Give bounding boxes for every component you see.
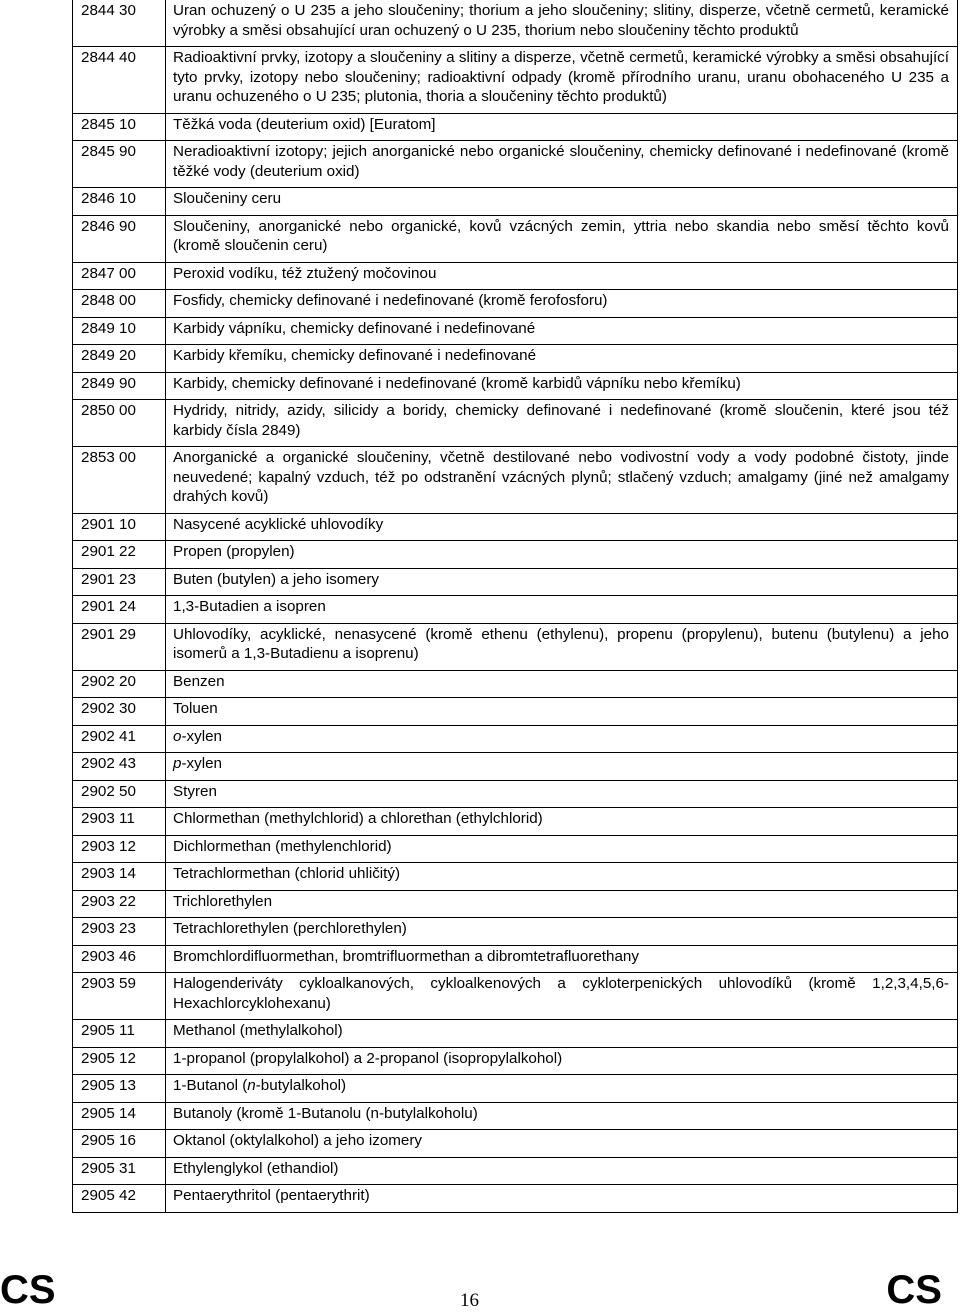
table-row xyxy=(73,835,958,863)
description-cell: Uran ochuzený o U 235 a jeho sloučeniny; thorium a jeho sloučeniny; slitiny, disperze, včetně cermetů, keramické výrobky a směsi obsahující uran ochuzený o U 235, thorium nebo sloučeniny těchto produktů xyxy=(166,0,958,47)
code-cell: 2903 22 xyxy=(73,890,166,918)
table-row xyxy=(73,596,958,624)
table-row xyxy=(73,290,958,318)
table-row xyxy=(73,113,958,141)
description-cell: Tetrachlormethan (chlorid uhličitý) xyxy=(166,863,958,891)
code-cell: 2844 30 xyxy=(73,0,166,47)
footer-language-mark-right: CS xyxy=(886,1268,942,1312)
description-cell: Halogenderiváty cykloalkanových, cykloalkenových a cykloterpenických uhlovodíků (kromě 1,2,3,4,5,6-Hexachlorcyklohexanu) xyxy=(166,973,958,1020)
code-cell: 2845 90 xyxy=(73,141,166,188)
description-cell: Styren xyxy=(166,780,958,808)
description-italic: n xyxy=(247,1077,256,1094)
table-row xyxy=(73,0,958,47)
code-cell: 2849 20 xyxy=(73,345,166,373)
code-cell: 2844 40 xyxy=(73,47,166,114)
description-cell xyxy=(166,725,958,753)
code-cell: 2903 14 xyxy=(73,863,166,891)
description-cell: Toluen xyxy=(166,698,958,726)
description-suffix: -xylen xyxy=(181,727,222,745)
description-cell: Benzen xyxy=(166,670,958,698)
table-row xyxy=(73,372,958,400)
description-cell: Tetrachlorethylen (perchlorethylen) xyxy=(166,918,958,946)
table-row xyxy=(73,670,958,698)
table-row xyxy=(73,623,958,670)
table-row xyxy=(73,141,958,188)
code-cell: 2905 14 xyxy=(73,1102,166,1130)
description-cell: Bromchlordifluormethan, bromtrifluormethan a dibromtetrafluorethany xyxy=(166,945,958,973)
code-cell: 2902 50 xyxy=(73,780,166,808)
description-cell: Karbidy, chemicky definované i nedefinované (kromě karbidů vápníku nebo křemíku) xyxy=(166,372,958,400)
description-cell: Oktanol (oktylalkohol) a jeho izomery xyxy=(166,1130,958,1158)
code-cell: 2905 13 xyxy=(73,1075,166,1103)
code-cell: 2901 24 xyxy=(73,596,166,624)
code-cell: 2905 31 xyxy=(73,1157,166,1185)
description-cell: Anorganické a organické sloučeniny, včetně destilované nebo vodivostní vody a vody podobné čistoty, jinde neuvedené; kapalný vzduch, též po odstranění vzácných plynů; stlačený vzduch; amalgamy (jiné než amalgamy drahých kovů) xyxy=(166,447,958,514)
table-row xyxy=(73,345,958,373)
code-cell: 2901 29 xyxy=(73,623,166,670)
table-row xyxy=(73,400,958,447)
code-cell: 2902 41 xyxy=(73,725,166,753)
code-cell: 2901 23 xyxy=(73,568,166,596)
description-suffix: -xylen xyxy=(181,755,222,772)
table-row xyxy=(73,262,958,290)
table-row xyxy=(73,698,958,726)
table-row xyxy=(73,1075,958,1103)
description-cell: Nasycené acyklické uhlovodíky xyxy=(166,513,958,541)
table-row xyxy=(73,1020,958,1048)
table-body xyxy=(73,0,958,1212)
description-cell: Uhlovodíky, acyklické, nenasycené (kromě ethenu (ethylenu), propenu (propylenu), butenu (butylenu) a jeho isomerů a 1,3-Butadienu a isoprenu) xyxy=(166,623,958,670)
code-cell: 2902 30 xyxy=(73,698,166,726)
table-row xyxy=(73,973,958,1020)
code-cell: 2902 43 xyxy=(73,753,166,781)
code-cell: 2903 11 xyxy=(73,808,166,836)
description-italic-prefix: o xyxy=(173,727,182,745)
table-row xyxy=(73,447,958,514)
description-cell: Těžká voda (deuterium oxid) [Euratom] xyxy=(166,113,958,141)
code-cell: 2905 11 xyxy=(73,1020,166,1048)
description-cell: Sloučeniny, anorganické nebo organické, kovů vzácných zemin, yttria nebo skandia nebo směsí těchto kovů (kromě sloučenin ceru) xyxy=(166,215,958,262)
code-cell: 2901 22 xyxy=(73,541,166,569)
table-row xyxy=(73,1185,958,1213)
table-row xyxy=(73,725,958,753)
table-row xyxy=(73,808,958,836)
table-row xyxy=(73,1102,958,1130)
description-cell xyxy=(166,1075,958,1103)
page-number: 16 xyxy=(460,1290,479,1311)
description-cell: Methanol (methylalkohol) xyxy=(166,1020,958,1048)
table-row xyxy=(73,1130,958,1158)
code-cell: 2846 90 xyxy=(73,215,166,262)
table-row xyxy=(73,780,958,808)
code-cell: 2849 10 xyxy=(73,317,166,345)
code-cell: 2846 10 xyxy=(73,188,166,216)
description-cell: Dichlormethan (methylenchlorid) xyxy=(166,835,958,863)
description-cell: Chlormethan (methylchlorid) a chlorethan (ethylchlorid) xyxy=(166,808,958,836)
table-row xyxy=(73,753,958,781)
description-cell: Fosfidy, chemicky definované i nedefinované (kromě ferofosforu) xyxy=(166,290,958,318)
code-cell: 2902 20 xyxy=(73,670,166,698)
code-cell: 2905 12 xyxy=(73,1047,166,1075)
table-row xyxy=(73,541,958,569)
code-cell: 2903 12 xyxy=(73,835,166,863)
table-row xyxy=(73,568,958,596)
description-cell: Propen (propylen) xyxy=(166,541,958,569)
table-row xyxy=(73,918,958,946)
description-cell: Karbidy vápníku, chemicky definované i nedefinované xyxy=(166,317,958,345)
description-cell: Butanoly (kromě 1-Butanolu (n-butylalkoholu) xyxy=(166,1102,958,1130)
table-row xyxy=(73,945,958,973)
code-cell: 2903 23 xyxy=(73,918,166,946)
code-cell: 2905 16 xyxy=(73,1130,166,1158)
description-cell: Buten (butylen) a jeho isomery xyxy=(166,568,958,596)
description-cell: Neradioaktivní izotopy; jejich anorganické nebo organické sloučeniny, chemicky definované i nedefinované (kromě těžké vody (deuterium oxid) xyxy=(166,141,958,188)
table-row xyxy=(73,890,958,918)
code-cell: 2901 10 xyxy=(73,513,166,541)
code-cell: 2849 90 xyxy=(73,372,166,400)
table-row xyxy=(73,317,958,345)
code-cell: 2848 00 xyxy=(73,290,166,318)
description-cell: Karbidy křemíku, chemicky definované i nedefinované xyxy=(166,345,958,373)
table-row xyxy=(73,47,958,114)
description-cell: Peroxid vodíku, též ztužený močovinou xyxy=(166,262,958,290)
table-row xyxy=(73,215,958,262)
table-row xyxy=(73,1157,958,1185)
customs-code-table xyxy=(72,0,958,1213)
description-cell: Trichlorethylen xyxy=(166,890,958,918)
description-cell: Sloučeniny ceru xyxy=(166,188,958,216)
description-cell xyxy=(166,753,958,781)
code-cell: 2847 00 xyxy=(73,262,166,290)
description-cell: Radioaktivní prvky, izotopy a sloučeniny a slitiny a disperze, včetně cermetů, keramické výrobky a směsi obsahující tyto prvky, izotopy nebo sloučeniny; radioaktivní odpady (kromě přírodního uranu, uranu obohaceného U 235 a uranu ochuzeného o U 235; plutonia, thoria a sloučeniny těchto produktů) xyxy=(166,47,958,114)
description-cell: 1-propanol (propylalkohol) a 2-propanol (isopropylalkohol) xyxy=(166,1047,958,1075)
footer-language-mark-left: CS xyxy=(0,1268,56,1312)
code-cell: 2903 46 xyxy=(73,945,166,973)
description-prefix: 1-Butanol ( xyxy=(173,1077,248,1094)
code-cell: 2850 00 xyxy=(73,400,166,447)
code-cell: 2905 42 xyxy=(73,1185,166,1213)
table-row xyxy=(73,513,958,541)
description-cell: Ethylenglykol (ethandiol) xyxy=(166,1157,958,1185)
code-cell: 2845 10 xyxy=(73,113,166,141)
table-row xyxy=(73,1047,958,1075)
description-italic-prefix: p xyxy=(173,755,182,772)
table-row xyxy=(73,188,958,216)
description-suffix: -butylalkohol) xyxy=(255,1077,347,1094)
code-cell: 2853 00 xyxy=(73,447,166,514)
description-cell: 1,3-Butadien a isopren xyxy=(166,596,958,624)
code-cell: 2903 59 xyxy=(73,973,166,1020)
description-cell: Pentaerythritol (pentaerythrit) xyxy=(166,1185,958,1213)
table-row xyxy=(73,863,958,891)
description-cell: Hydridy, nitridy, azidy, silicidy a boridy, chemicky definované i nedefinované (kromě sloučenin, které jsou též karbidy čísla 2849) xyxy=(166,400,958,447)
